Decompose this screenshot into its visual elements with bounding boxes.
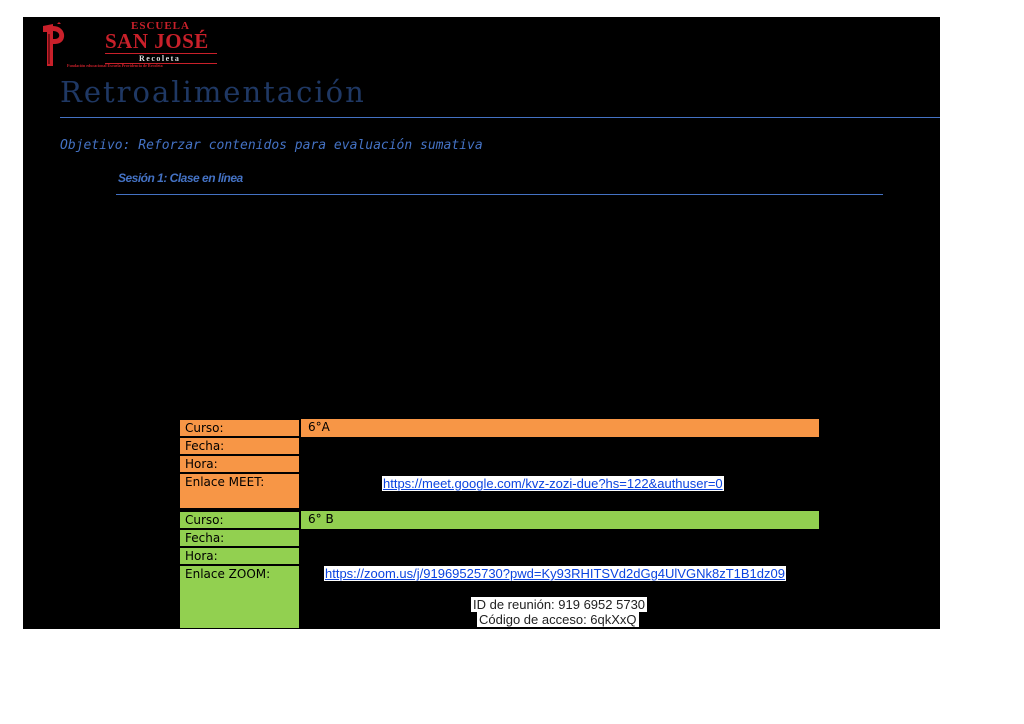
curso-value: 6°A — [301, 419, 819, 437]
table-row — [179, 529, 819, 547]
logo-text-recoleta: Recoleta — [139, 54, 181, 63]
hora-label: Hora: — [179, 455, 300, 473]
table-row — [179, 547, 819, 565]
title-divider — [60, 117, 940, 118]
meeting-id: ID de reunión: 919 6952 5730 — [473, 597, 646, 612]
curso-value: 6° B — [301, 511, 819, 529]
school-crest-icon — [39, 22, 69, 68]
meet-link[interactable]: https://meet.google.com/kvz-zozi-due?hs=122&authuser=0 — [383, 476, 723, 491]
table-row — [179, 437, 819, 455]
logo-text-foundation: Fundación educacional Escuela Providencia de Recoleta — [67, 63, 163, 68]
logo-text-escuela: ESCUELA — [131, 20, 190, 32]
table-row — [179, 473, 819, 509]
enlace-zoom-label: Enlace ZOOM: — [179, 565, 300, 629]
class-a-table — [179, 419, 819, 509]
table-row — [179, 419, 819, 437]
curso-label: Curso: — [179, 511, 300, 529]
document-page — [23, 17, 940, 629]
fecha-label: Fecha: — [179, 437, 300, 455]
access-code: Código de acceso: 6qkXxQ — [479, 612, 637, 627]
session-divider — [116, 194, 883, 195]
fecha-label: Fecha: — [179, 529, 300, 547]
curso-label: Curso: — [179, 419, 300, 437]
table-row — [179, 455, 819, 473]
objective-text: Objetivo: Reforzar contenidos para evaluación sumativa — [60, 138, 483, 153]
school-logo — [39, 19, 239, 69]
class-b-table — [179, 511, 819, 629]
page-title: Retroalimentación — [60, 75, 366, 109]
session-heading: Sesión 1: Clase en línea — [118, 171, 243, 185]
table-row — [179, 511, 819, 529]
table-row — [179, 565, 819, 629]
zoom-link[interactable]: https://zoom.us/j/91969525730?pwd=Ky93RHITSVd2dGg4UlVGNk8zT1B1dz09 — [325, 566, 785, 581]
enlace-meet-label: Enlace MEET: — [179, 473, 300, 509]
hora-label: Hora: — [179, 547, 300, 565]
logo-text-san-jose: SAN JOSÉ — [105, 29, 209, 53]
